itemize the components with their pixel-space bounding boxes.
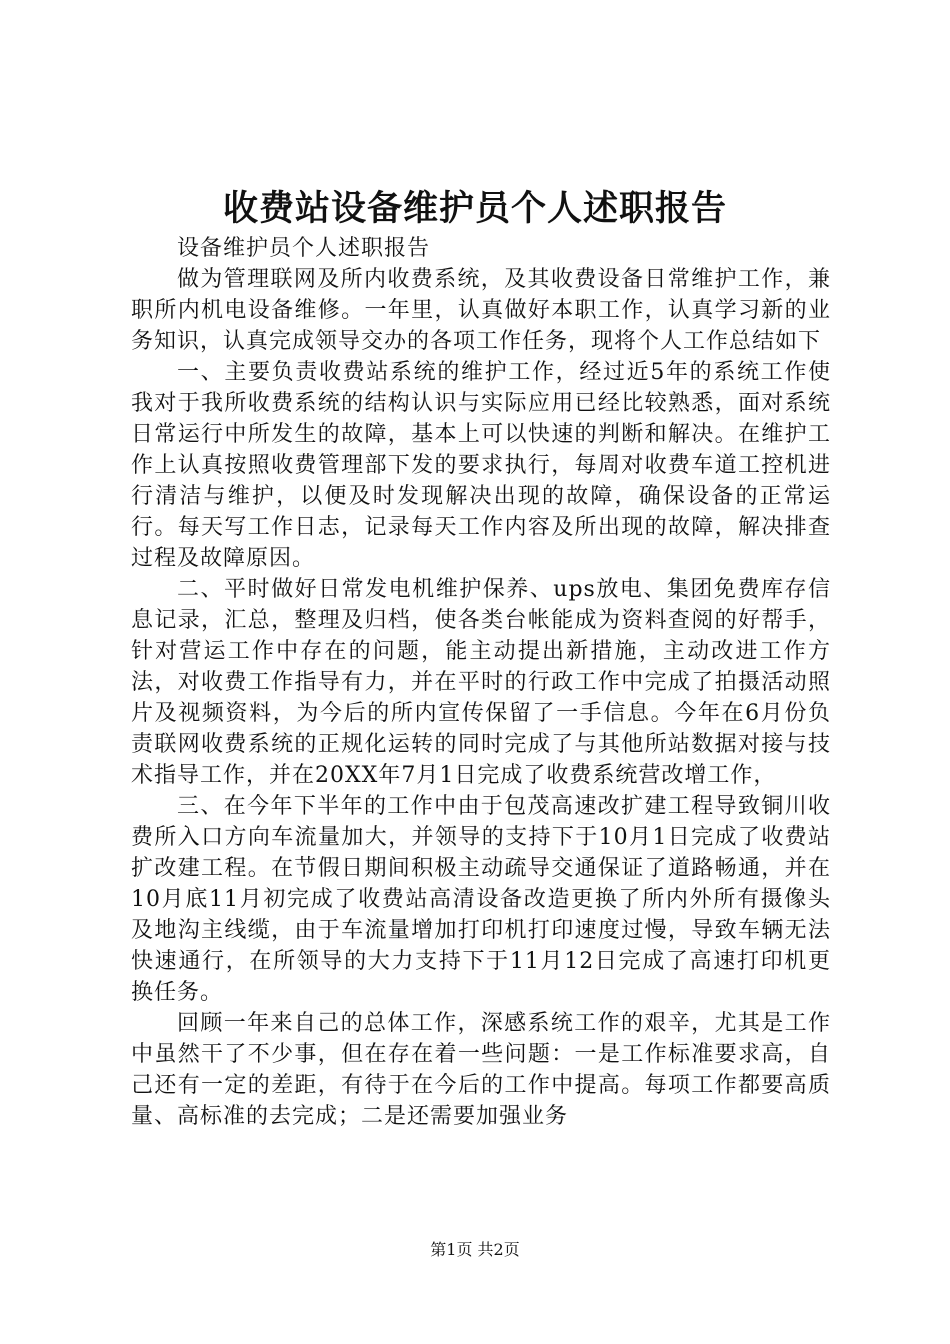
paragraph-review: 回顾一年来自己的总体工作，深感系统工作的艰辛，尤其是工作中虽然干了不少事，但在存在着一些问题：一是工作标准要求高，自己还有一定的差距，有待于在今后的工作中提高。每项工作都要高质量、高标准的去完成；二是还需要加强业务 — [131, 1011, 831, 1129]
paragraph-intro: 做为管理联网及所内收费系统，及其收费设备日常维护工作，兼职所内机电设备维修。一年里，认真做好本职工作，认真学习新的业务知识，认真完成领导交办的各项工作任务，现将个人工作总结如下 — [131, 267, 831, 354]
paragraph-subtitle: 设备维护员个人述职报告 — [177, 236, 431, 261]
page-footer: 第1页 共2页 — [430, 1240, 520, 1259]
document-body — [131, 233, 831, 1132]
document-title: 收费站设备维护员个人述职报告 — [222, 188, 727, 229]
paragraph-section-2: 二、平时做好日常发电机维护保养、ups放电、集团免费库存信息记录，汇总，整理及归档，使各类台帐能成为资料查阅的好帮手，针对营运工作中存在的问题，能主动提出新措施，主动改进工作方法，对收费工作指导有力，并在平时的行政工作中完成了拍摄活动照片及视频资料，为今后的所内宣传保留了一手信息。今年在6月份负责联网收费系统的正规化运转的同时完成了与其他所站数据对接与技术指导工作，并在20XX年7月1日完成了收费系统营改增工作， — [131, 577, 831, 788]
paragraph-section-3: 三、在今年下半年的工作中由于包茂高速改扩建工程导致铜川收费所入口方向车流量加大，并领导的支持下于10月1日完成了收费站扩改建工程。在节假日期间积极主动疏导交通保证了道路畅通，并在10月底11月初完成了收费站高清设备改造更换了所内外所有摄像头及地沟主线缆，由于车流量增加打印机打印速度过慢，导致车辆无法快速通行，在所领导的大力支持下于11月12日完成了高速打印机更换任务。 — [131, 794, 831, 1005]
paragraph-section-1: 一、主要负责收费站系统的维护工作，经过近5年的系统工作使我对于我所收费系统的结构认识与实际应用已经比较熟悉，面对系统日常运行中所发生的故障，基本上可以快速的判断和解决。在维护工作上认真按照收费管理部下发的要求执行，每周对收费车道工控机进行清洁与维护，以便及时发现解决出现的故障，确保设备的正常运行。每天写工作日志，记录每天工作内容及所出现的故障，解决排查过程及故障原因。 — [131, 360, 831, 571]
